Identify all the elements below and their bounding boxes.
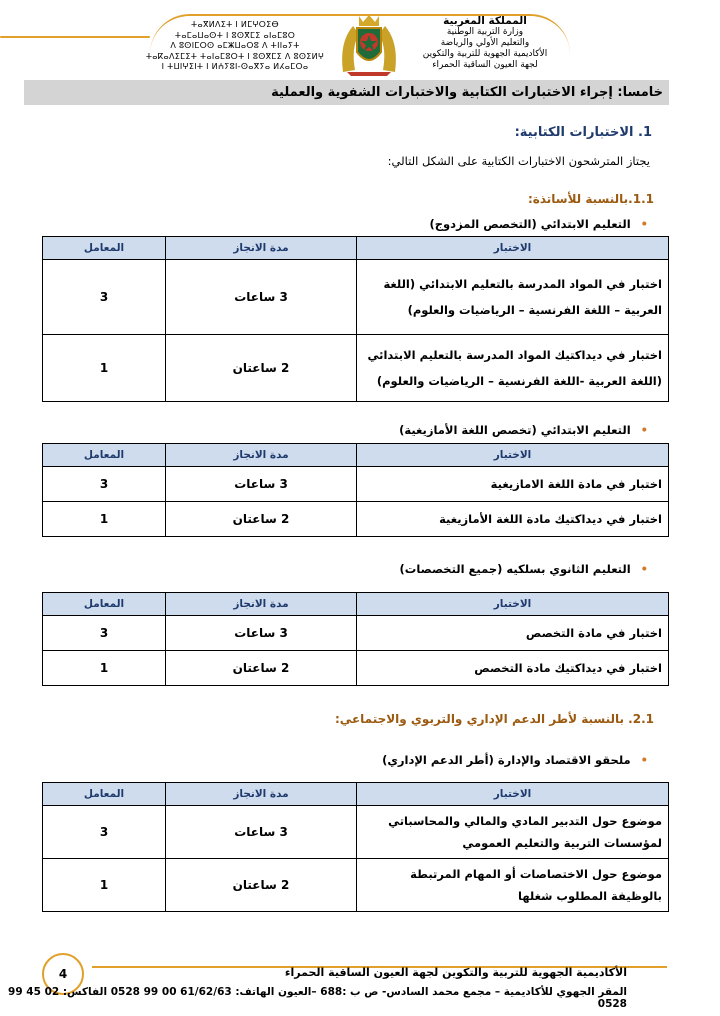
cell-duration: 2 ساعتان — [166, 335, 357, 402]
cell-exam: موضوع حول التدبير المادي والمالي والمحاسباتي لمؤسسات التربية والتعليم العمومي — [357, 806, 669, 859]
cell-coefficient: 3 — [43, 616, 166, 651]
table-row — [43, 467, 669, 502]
table-row — [43, 335, 669, 402]
academy-line: الأكاديمية الجهوية للتربية والتكوين — [422, 49, 548, 59]
table-row — [43, 651, 669, 686]
header-duration: مدة الانجاز — [166, 237, 357, 260]
cell-exam: اختبار في ديداكتيك المواد المدرسة بالتعليم الابتدائي (اللغة العربية -اللغة الفرنسية – الرياضيات والعلوم) — [357, 335, 669, 402]
tifinagh-line: ⴷ ⵓⵙⵏⵎⵔⵙ ⴰⵎⵥⵡⴰⵔⵓ ⴷ ⵜⵏⵏⴰⵢⵜ — [170, 41, 300, 50]
tifinagh-line: ⵏ ⵜⵡⵏⵖⵉⵏⵜ ⵏ ⵍⵄⵢⵓⵏ-ⵙⴰⴳⵢⴰ ⵍⵃⴰⵎⵔⴰ — [161, 62, 309, 71]
cell-coefficient: 3 — [43, 260, 166, 335]
tifinagh-line: ⵜⴰⴳⵍⴷⵉⵜ ⵏ ⵍⵎⵖⵔⵉⴱ — [191, 20, 279, 29]
bullet-dot-icon: • — [640, 423, 648, 437]
exam-table-secondary — [42, 592, 669, 686]
header-coefficient: المعامل — [43, 593, 166, 616]
cell-coefficient: 3 — [43, 467, 166, 502]
cell-duration: 2 ساعتان — [166, 859, 357, 912]
support-staff-subheading: 2.1. بالنسبة لأطر الدعم الإداري والتربوي والاجتماعي: — [335, 712, 654, 726]
cell-coefficient: 3 — [43, 806, 166, 859]
bullet-label: التعليم الابتدائي (تخصص اللغة الأمازيغية) — [399, 423, 631, 437]
bullet-label: التعليم الابتدائي (التخصص المزدوج) — [429, 217, 631, 231]
header-duration: مدة الانجاز — [166, 593, 357, 616]
table-header-row — [43, 593, 669, 616]
header-ministry-block — [415, 16, 555, 71]
header-exam: الاختبار — [357, 237, 669, 260]
bullet-dot-icon: • — [640, 562, 648, 576]
moroccan-coat-of-arms-icon — [333, 12, 405, 78]
cell-coefficient: 1 — [43, 502, 166, 537]
header-duration: مدة الانجاز — [166, 783, 357, 806]
table-row — [43, 859, 669, 912]
cell-duration: 3 ساعات — [166, 616, 357, 651]
table-row — [43, 806, 669, 859]
written-exams-heading: 1. الاختبارات الكتابية: — [514, 125, 652, 140]
region-line: لجهة العيون الساقية الحمراء — [432, 60, 538, 70]
table-row — [43, 260, 669, 335]
page-number: 4 — [42, 953, 84, 995]
cell-duration: 3 ساعات — [166, 260, 357, 335]
header-tifinagh-block — [140, 20, 330, 73]
table-row — [43, 616, 669, 651]
kingdom-name: المملكة المغربية — [443, 15, 527, 27]
header-exam: الاختبار — [357, 783, 669, 806]
cell-coefficient: 1 — [43, 651, 166, 686]
table-header-row — [43, 444, 669, 467]
cell-coefficient: 1 — [43, 859, 166, 912]
section-title-band: خامسا: إجراء الاختبارات الكتابية والاختبارات الشفوية والعملية — [24, 80, 669, 105]
header-coefficient: المعامل — [43, 783, 166, 806]
tifinagh-line: ⵜⴰⵎⴰⵡⴰⵙⵜ ⵏ ⵓⵙⴳⵎⵉ ⴰⵏⴰⵎⵓⵔ — [174, 30, 296, 40]
ministry-line: وزارة التربية الوطنية — [446, 27, 524, 37]
cell-exam: اختبار في ديداكتيك مادة اللغة الأمازيغية — [357, 502, 669, 537]
cell-coefficient: 1 — [43, 335, 166, 402]
bullet-label: التعليم الثانوي بسلكيه (جميع التخصصات) — [399, 562, 631, 576]
cell-exam: اختبار في مادة اللغة الامازيغية — [357, 467, 669, 502]
cell-duration: 3 ساعات — [166, 467, 357, 502]
header-exam: الاختبار — [357, 593, 669, 616]
header-left-decorative-line — [0, 36, 150, 38]
cell-exam: موضوع حول الاختصاصات أو المهام المرتبطة بالوظيفة المطلوب شغلها — [357, 859, 669, 912]
cell-exam: اختبار في المواد المدرسة بالتعليم الابتدائي (اللغة العربية – اللغة الفرنسية – الرياضيات والعلوم) — [357, 260, 669, 335]
bullet-primary-dual — [429, 217, 648, 231]
header-coefficient: المعامل — [43, 237, 166, 260]
exam-table-economy-admin — [42, 782, 669, 912]
cell-duration: 3 ساعات — [166, 806, 357, 859]
bullet-dot-icon: • — [640, 217, 648, 231]
header-exam: الاختبار — [357, 444, 669, 467]
written-exams-intro: يجتاز المترشحون الاختبارات الكتابية على الشكل التالي: — [387, 154, 650, 168]
cell-exam: اختبار في مادة التخصص — [357, 616, 669, 651]
bullet-primary-amazigh — [399, 423, 648, 437]
cell-duration: 2 ساعتان — [166, 651, 357, 686]
footer-academy-name: الأكاديمية الجهوية للتربية والتكوين لجهة العيون الساقية الحمراء — [284, 966, 627, 979]
cell-duration: 2 ساعتان — [166, 502, 357, 537]
ministry-line: والتعليم الأولي والرياضة — [440, 38, 530, 48]
exam-table-primary-dual — [42, 236, 669, 402]
bullet-label: ملحقو الاقتصاد والإدارة (أطر الدعم الإداري) — [382, 753, 631, 767]
bullet-secondary — [400, 562, 648, 576]
table-row — [43, 502, 669, 537]
footer-contact-info: المقر الجهوي للأكاديمية – مجمع محمد السادس- ص ب :688 –العيون الهاتف: 61/62/63 00 99 0528 الفاكس: 02 45 99 0528 — [8, 986, 627, 1010]
bullet-dot-icon: • — [640, 753, 648, 767]
table-header-row — [43, 783, 669, 806]
header-coefficient: المعامل — [43, 444, 166, 467]
cell-exam: اختبار في ديداكتيك مادة التخصص — [357, 651, 669, 686]
tifinagh-line: ⵜⴰⴽⴰⴷⵉⵎⵉⵜ ⵜⴰⵏⴰⵎⵓⵔⵜ ⵏ ⵓⵙⴳⵎⵉ ⴷ ⵓⵙⵉⵍⵖ — [145, 51, 325, 61]
table-header-row — [43, 237, 669, 260]
teachers-subheading: 1.1.بالنسبة للأساتذة: — [527, 192, 654, 206]
header-duration: مدة الانجاز — [166, 444, 357, 467]
bullet-economy-admin — [382, 753, 648, 767]
exam-table-primary-amazigh — [42, 443, 669, 537]
